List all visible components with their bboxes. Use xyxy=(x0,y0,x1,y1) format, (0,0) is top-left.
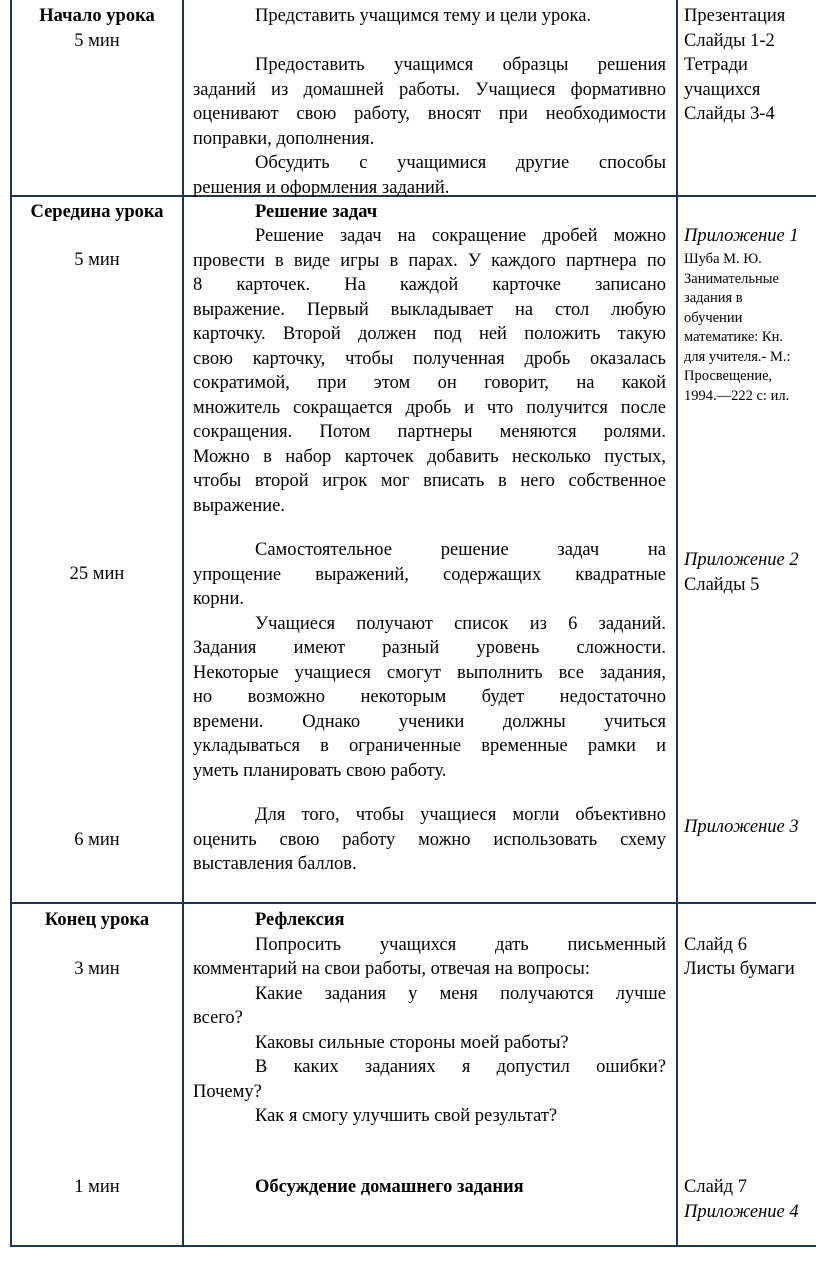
time-middle-1: 5 мин xyxy=(74,250,120,270)
book-reference: 1994.—222 с: ил. xyxy=(684,387,790,404)
middle-text-2-line: корни. xyxy=(193,589,244,609)
middle-text-2-line: Самостоятельное решение задач на xyxy=(255,540,666,560)
stage-end: Конец урока xyxy=(44,910,150,930)
appendix-2: Приложение 2 xyxy=(684,550,799,570)
middle-text-1-line: выражение. Первый выкладывает на стол любую xyxy=(193,299,666,320)
middle-text-4-line: выставления баллов. xyxy=(193,854,357,874)
middle-text-3-line: Некоторые учащиеся смогут выполнить все задания, xyxy=(193,662,666,683)
middle-text-3-line: укладываться в ограниченные временные рамки и xyxy=(193,736,666,756)
stage-middle: Середина урока xyxy=(30,202,164,222)
question-1-line: Какие задания у меня получаются лучше xyxy=(255,983,666,1004)
middle-text-1-line: свою карточку, чтобы полученная дробь оказалась xyxy=(193,348,666,369)
time-end-2: 1 мин xyxy=(74,1177,120,1197)
time-end-1: 3 мин xyxy=(74,959,120,979)
start-resource: Слайды 3-4 xyxy=(684,104,775,124)
middle-text-3-line: но возможно некоторым будет недостаточно xyxy=(193,687,666,707)
question-2: Каковы сильные стороны моей работы? xyxy=(255,1032,569,1053)
table-border-col1 xyxy=(182,0,184,1247)
end-resource: Слайд 6 xyxy=(684,934,747,955)
row-divider-2 xyxy=(10,902,816,904)
book-reference: математике: Кн. xyxy=(684,329,783,345)
middle-text-3-line: времени. Однако ученики должны учиться xyxy=(193,711,666,732)
appendix-3: Приложение 3 xyxy=(684,817,799,837)
middle-text-1-line: провести в виде игры в парах. У каждого партнера по xyxy=(193,250,666,271)
middle-text-3-line: Учащиеся получают список из 6 заданий. xyxy=(255,613,666,634)
end-heading: Рефлексия xyxy=(255,910,345,930)
middle-text-3-line: уметь планировать свою работу. xyxy=(193,760,447,781)
slide-7: Слайд 7 xyxy=(684,1177,747,1197)
table-border-left xyxy=(10,0,12,1247)
book-reference: Шуба М. Ю. xyxy=(684,251,762,267)
middle-text-4-line: оценить свою работу можно использовать схему xyxy=(193,829,666,850)
middle-text-1-line: 8 карточек. На каждой карточке записано xyxy=(193,275,666,295)
question-4: Как я смогу улучшить свой результат? xyxy=(255,1106,558,1126)
start-resource: Тетради xyxy=(684,55,748,75)
appendix-4: Приложение 4 xyxy=(684,1201,799,1222)
middle-text-3-line: Задания имеют разный уровень сложности. xyxy=(193,638,666,658)
book-reference: для учителя.- М.: xyxy=(684,348,791,365)
middle-text-1-line: Можно в набор карточек добавить несколько пустых, xyxy=(193,446,666,467)
time-middle-2: 25 мин xyxy=(69,564,125,584)
start-text-2-line: поправки, дополнения. xyxy=(193,128,375,149)
end-resource: Листы бумаги xyxy=(684,959,795,979)
question-1-line: всего? xyxy=(193,1008,243,1028)
middle-text-2-line: упрощение выражений, содержащих квадратные xyxy=(193,564,666,585)
table-border-bottom xyxy=(10,1245,816,1247)
time-start: 5 мин xyxy=(74,31,120,51)
start-resource: Презентация xyxy=(684,6,786,26)
middle-text-1-line: сократимой, при этом он говорит, на какой xyxy=(193,373,666,393)
end-text-line: комментарий на свои работы, отвечая на вопросы: xyxy=(193,959,591,979)
book-reference: задания в xyxy=(684,290,743,306)
start-resource: Слайды 1-2 xyxy=(684,30,775,51)
start-text-3-line: решения и оформления заданий. xyxy=(193,177,450,198)
middle-heading: Решение задач xyxy=(255,202,378,222)
middle-text-4-line: Для того, чтобы учащиеся могли объективно xyxy=(255,805,666,825)
middle-text-1-line: сокращения. Потом партнеры меняются ролями. xyxy=(193,422,666,442)
slides-5: Слайды 5 xyxy=(684,574,760,595)
table-border-col2 xyxy=(676,0,678,1247)
homework-discussion: Обсуждение домашнего задания xyxy=(255,1177,524,1197)
start-text-2-line: оценивают свою работу, вносят при необходимости xyxy=(193,104,666,124)
book-reference: Просвещение, xyxy=(684,368,773,384)
middle-text-1-line: выражение. xyxy=(193,495,286,516)
middle-text-1-line: чтобы второй игрок мог вписать в него собственное xyxy=(193,471,666,491)
appendix-1: Приложение 1 xyxy=(684,226,799,246)
end-text-line: Попросить учащихся дать письменный xyxy=(255,934,666,955)
start-text-1: Представить учащимся тему и цели урока. xyxy=(255,6,592,26)
time-middle-3: 6 мин xyxy=(74,830,120,850)
question-3-line: Почему? xyxy=(193,1081,262,1102)
book-reference: обучении xyxy=(684,309,743,326)
middle-text-1-line: множитель сокращается дробь и что получится после xyxy=(193,397,666,418)
start-text-2-line: Предоставить учащимся образцы решения xyxy=(255,55,666,75)
book-reference: Занимательные xyxy=(684,270,779,287)
middle-text-1-line: Решение задач на сокращение дробей можно xyxy=(255,226,666,246)
start-resource: учащихся xyxy=(684,79,761,100)
start-text-3-line: Обсудить с учащимися другие способы xyxy=(255,153,666,173)
start-text-2-line: заданий из домашней работы. Учащиеся формативно xyxy=(193,79,666,100)
question-3-line: В каких заданиях я допустил ошибки? xyxy=(255,1057,666,1077)
stage-start: Начало урока xyxy=(39,6,155,26)
middle-text-1-line: карточку. Второй должен под ней положить такую xyxy=(193,324,666,344)
